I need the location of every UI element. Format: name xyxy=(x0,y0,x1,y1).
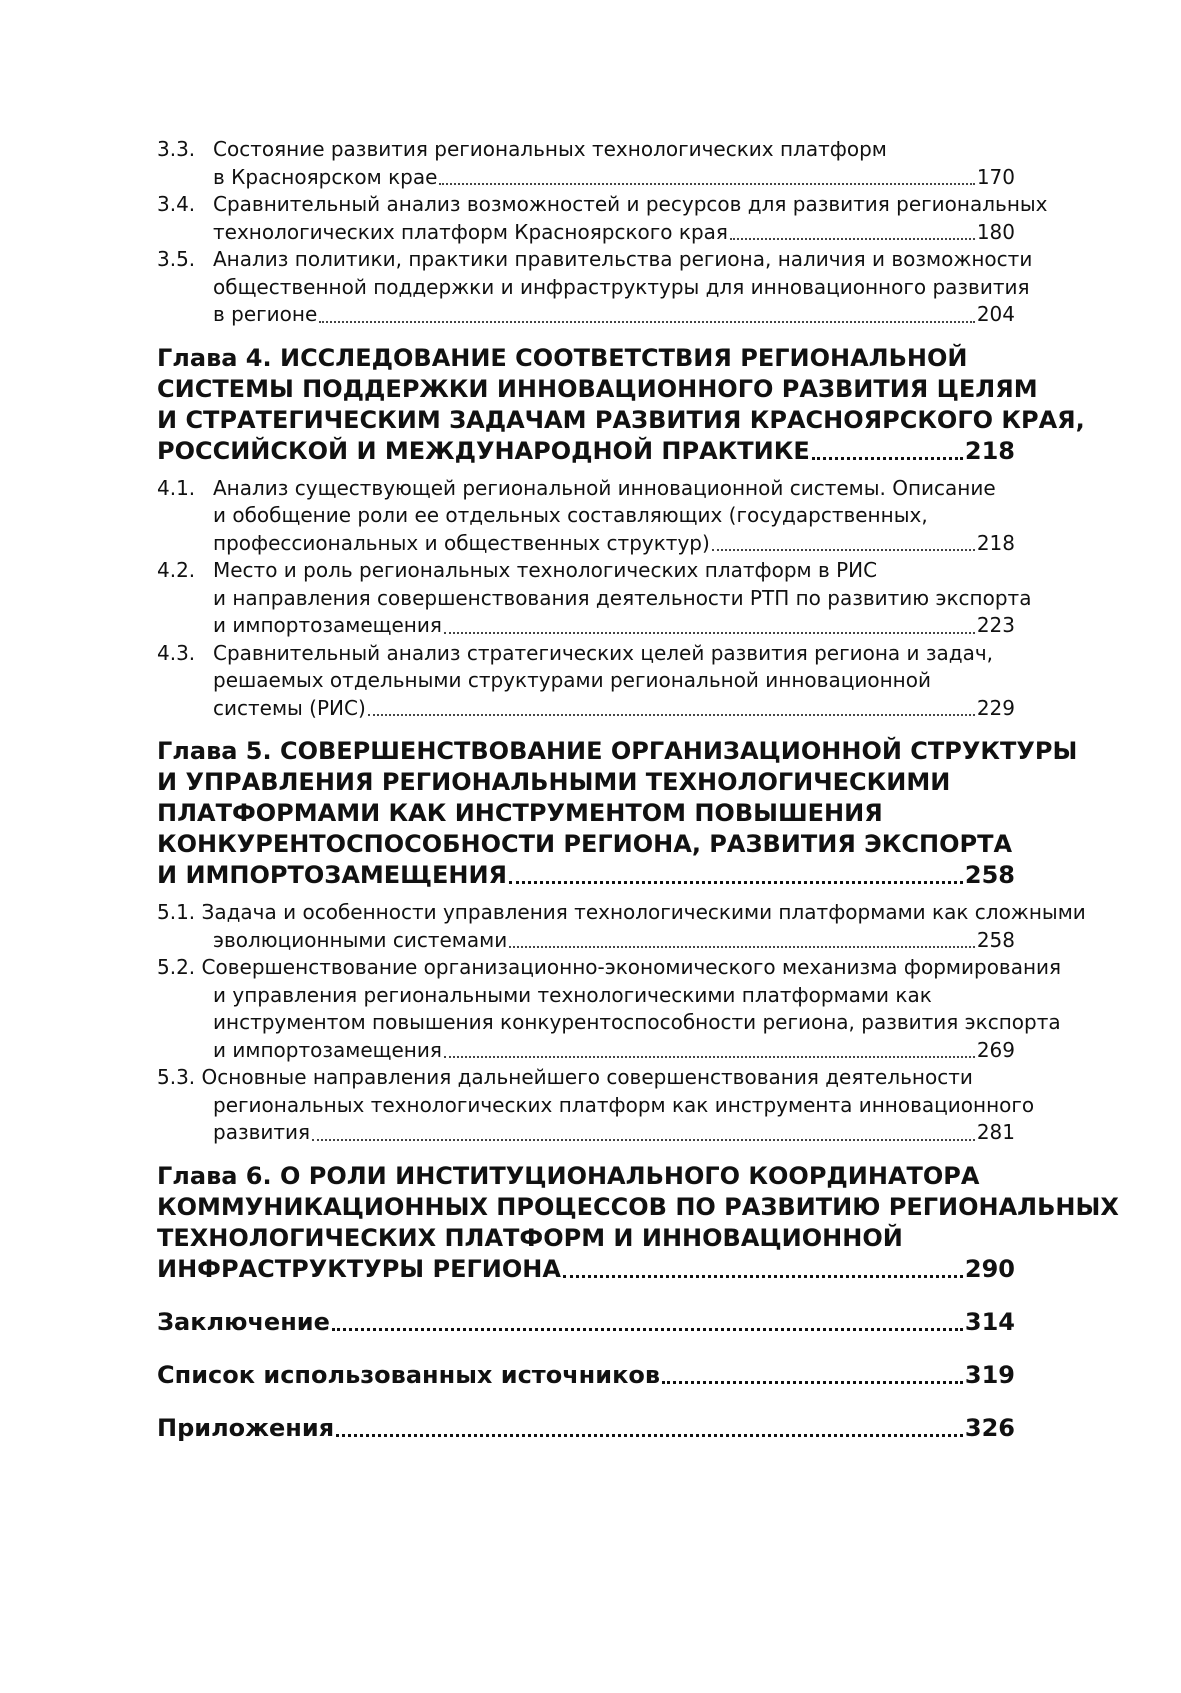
chapter-title-line: И УПРАВЛЕНИЯ РЕГИОНАЛЬНЫМИ ТЕХНОЛОГИЧЕСКИМИ xyxy=(157,768,951,796)
section-number: 4.3. xyxy=(157,640,196,665)
chapter-title-line: Глава 6. О РОЛИ ИНСТИТУЦИОНАЛЬНОГО КООРДИНАТОРА xyxy=(157,1161,980,1190)
chapter-title-line: РОССИЙСКОЙ И МЕЖДУНАРОДНОЙ ПРАКТИКЕ xyxy=(157,436,810,465)
dot-leader xyxy=(509,881,963,884)
page-number: 319 xyxy=(964,1360,1015,1389)
section-number: 4.2. xyxy=(157,558,196,582)
page-number: 180 xyxy=(976,219,1015,244)
chapter-title-line: Глава 4. ИССЛЕДОВАНИЕ СООТВЕТСТВИЯ РЕГИОНАЛЬНОЙ xyxy=(157,343,968,372)
page-number: 204 xyxy=(976,302,1015,326)
entry-title-line: и обобщение роли ее отдельных составляющих (государственных, xyxy=(213,503,928,527)
page-number: 314 xyxy=(964,1307,1015,1336)
toc-appendices[interactable] xyxy=(157,1413,1015,1444)
page-number: 218 xyxy=(964,436,1015,465)
toc-conclusion[interactable] xyxy=(157,1307,1015,1338)
entry-title-line: региональных технологических платформ как инструмента инновационного xyxy=(213,1092,1035,1117)
toc-entry-4-2[interactable] xyxy=(157,557,1032,640)
section-number: 3.3. xyxy=(157,137,196,161)
entry-title-line: в регионе xyxy=(213,302,318,326)
entry-title-line: развития xyxy=(213,1120,311,1144)
dot-leader xyxy=(368,714,975,716)
entry-title: Список использованных источников xyxy=(157,1360,661,1389)
toc-entry-5-3[interactable] xyxy=(157,1064,1035,1147)
dot-leader xyxy=(319,321,975,323)
toc-chapter-4[interactable] xyxy=(157,343,1085,467)
section-number: 4.1. xyxy=(157,475,196,500)
dot-leader xyxy=(444,1056,975,1058)
page-number: 218 xyxy=(976,530,1015,555)
entry-title-line: Место и роль региональных технологических платформ в РИС xyxy=(213,558,878,582)
page-number: 223 xyxy=(976,613,1015,637)
dot-leader xyxy=(662,1381,963,1384)
chapter-title-line: И СТРАТЕГИЧЕСКИМ ЗАДАЧАМ РАЗВИТИЯ КРАСНОЯРСКОГО КРАЯ, xyxy=(157,405,1085,434)
page-number: 170 xyxy=(976,164,1015,189)
entry-title-line: 5.1. Задача и особенности управления технологическими платформами как сложными xyxy=(157,900,1086,924)
dot-leader xyxy=(312,1139,975,1141)
entry-title-line: и управления региональными технологическими платформами как xyxy=(213,982,932,1007)
dot-leader xyxy=(336,1434,963,1437)
chapter-title-line: КОММУНИКАЦИОННЫХ ПРОЦЕССОВ ПО РАЗВИТИЮ РЕГИОНАЛЬНЫХ xyxy=(157,1192,1119,1221)
entry-title: Заключение xyxy=(157,1307,330,1336)
dot-leader xyxy=(509,946,975,948)
entry-title: Приложения xyxy=(157,1413,335,1442)
chapter-title-line: КОНКУРЕНТОСПОСОБНОСТИ РЕГИОНА, РАЗВИТИЯ ЭКСПОРТА xyxy=(157,830,1013,858)
chapter-title-line: ИНФРАСТРУКТУРЫ РЕГИОНА xyxy=(157,1254,561,1283)
toc-chapter-5[interactable] xyxy=(157,736,1078,891)
page-number: 229 xyxy=(976,695,1015,720)
toc-entry-4-1[interactable] xyxy=(157,475,1015,558)
section-number: 3.4. xyxy=(157,192,196,216)
dot-leader xyxy=(812,457,963,460)
page-number: 258 xyxy=(964,861,1015,889)
entry-title-line: Сравнительный анализ стратегических целей развития региона и задач, xyxy=(213,640,994,665)
entry-title-line: Состояние развития региональных технологических платформ xyxy=(213,137,887,161)
page-number: 258 xyxy=(976,927,1015,952)
toc-chapter-6[interactable] xyxy=(157,1161,1119,1285)
entry-title-line: профессиональных и общественных структур) xyxy=(213,530,710,555)
toc-entry-3-4[interactable] xyxy=(157,191,1048,246)
dot-leader xyxy=(730,238,975,240)
dot-leader xyxy=(332,1328,963,1331)
entry-title-line: 5.3. Основные направления дальнейшего совершенствования деятельности xyxy=(157,1065,973,1089)
toc-entry-5-1[interactable] xyxy=(157,899,1086,954)
dot-leader xyxy=(563,1275,963,1278)
section-number: 3.5. xyxy=(157,247,196,271)
page-number: 281 xyxy=(976,1120,1015,1144)
chapter-title-line: ТЕХНОЛОГИЧЕСКИХ ПЛАТФОРМ И ИННОВАЦИОННОЙ xyxy=(157,1223,903,1252)
chapter-title-line: ПЛАТФОРМАМИ КАК ИНСТРУМЕНТОМ ПОВЫШЕНИЯ xyxy=(157,799,883,827)
entry-title-line: Анализ политики, практики правительства региона, наличия и возможности xyxy=(213,247,1033,271)
chapter-title-line: И ИМПОРТОЗАМЕЩЕНИЯ xyxy=(157,861,508,889)
toc-entry-5-2[interactable] xyxy=(157,954,1062,1064)
table-of-contents xyxy=(157,136,1119,1444)
entry-title-line: общественной поддержки и инфраструктуры для инновационного развития xyxy=(213,274,1030,299)
dot-leader xyxy=(439,183,974,185)
toc-entry-4-3[interactable] xyxy=(157,640,1015,723)
entry-title-line: Сравнительный анализ возможностей и ресурсов для развития региональных xyxy=(213,192,1048,216)
entry-title-line: в Красноярском крае xyxy=(213,164,438,189)
entry-title-line: решаемых отдельными структурами региональной инновационной xyxy=(213,668,931,692)
page-number: 326 xyxy=(964,1413,1015,1442)
entry-title-line: и импортозамещения xyxy=(213,613,442,637)
toc-entry-3-3[interactable] xyxy=(157,136,1015,191)
entry-title-line: 5.2. Совершенствование организационно-экономического механизма формирования xyxy=(157,955,1062,979)
entry-title-line: инструментом повышения конкурентоспособности региона, развития экспорта xyxy=(213,1010,1061,1034)
chapter-title-line: Глава 5. СОВЕРШЕНСТВОВАНИЕ ОРГАНИЗАЦИОННОЙ СТРУКТУРЫ xyxy=(157,737,1078,765)
chapter-title-line: СИСТЕМЫ ПОДДЕРЖКИ ИННОВАЦИОННОГО РАЗВИТИЯ ЦЕЛЯМ xyxy=(157,374,1038,403)
entry-title-line: Анализ существующей региональной инновационной системы. Описание xyxy=(213,475,996,500)
page-number: 290 xyxy=(964,1254,1015,1283)
toc-entry-3-5[interactable] xyxy=(157,246,1033,329)
dot-leader xyxy=(444,632,975,634)
page-number: 269 xyxy=(976,1037,1015,1062)
entry-title-line: и импортозамещения xyxy=(213,1037,442,1062)
toc-references[interactable] xyxy=(157,1360,1015,1391)
entry-title-line: системы (РИС) xyxy=(213,695,366,720)
entry-title-line: технологических платформ Красноярского края xyxy=(213,219,728,244)
entry-title-line: эволюционными системами xyxy=(213,927,508,952)
entry-title-line: и направления совершенствования деятельности РТП по развитию экспорта xyxy=(213,585,1032,610)
dot-leader xyxy=(712,549,975,551)
